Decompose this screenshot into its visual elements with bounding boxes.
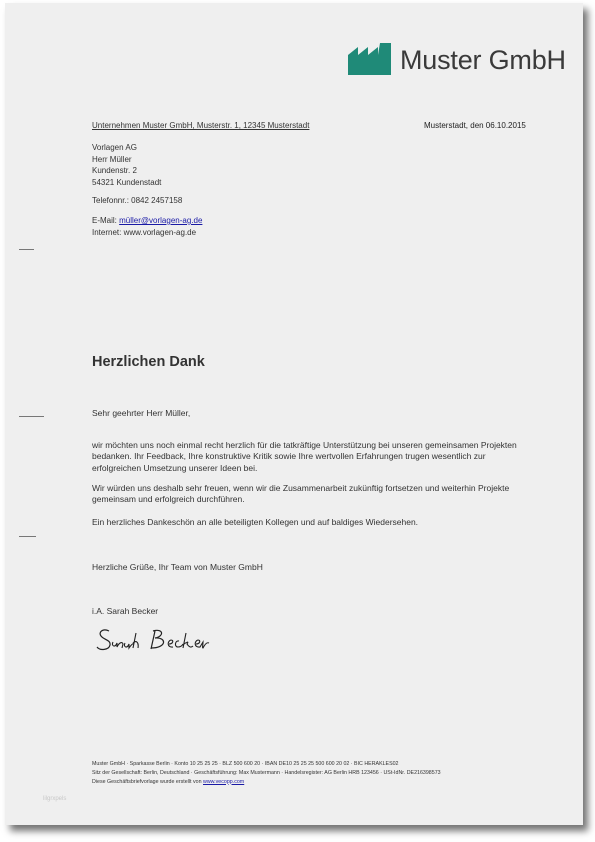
watermark: lilgrxpels [43,796,67,802]
letter-footer [92,760,441,786]
recipient-person: Herr Müller [92,154,132,164]
salutation: Sehr geehrter Herr Müller, [92,408,191,418]
contact-info [92,215,202,238]
phone-number: Telefonnr.: 0842 2457158 [92,196,183,205]
body-paragraph-2: Wir würden uns deshalb sehr freuen, wenn wir die Zusammenarbeit zukünftig fortsetzen und weiterhin Projekte gemeinsam und erfolgreich durchführen. [92,483,510,505]
fold-mark-bottom [19,536,36,537]
recipient-company: Vorlagen AG [92,143,137,152]
email-link[interactable]: müller@vorlagen-ag.de [119,216,203,225]
letter-date: Musterstadt, den 06.10.2015 [424,121,526,130]
email-line [92,215,202,227]
footer-credit-link[interactable]: www.vecopp.com [203,778,245,785]
closing-line: Herzliche Grüße, Ihr Team von Muster GmbH [92,562,263,572]
factory-icon [348,43,392,75]
internet-line: Internet: www.vorlagen-ag.de [92,227,197,237]
fold-mark-top [19,249,34,250]
body-paragraph-1: wir möchten uns noch einmal recht herzlich für die tatkräftige Unterstützung bei unseren gemeinsamen Projekten bedanken. Ihr Feedback, Ihre konstruktive Kritik sowie Ihre wertvollen Erfahrungen trugen wesentlich zur erfolgreichen Umsetzung unserer Ideen bei. [92,440,517,473]
footer-company-details: Sitz der Gesellschaft: Berlin, Deutschland · Geschäftsführung: Max Mustermann · Handelsregister: AG Berlin HRB 123456 · USt-IdNr. DE216398573 [92,769,441,776]
letter-page [5,3,583,825]
email-label: E-Mail: [92,216,120,225]
recipient-street: Kundenstr. 2 [92,166,137,175]
body-paragraph-3: Ein herzliches Dankeschön an alle beteiligten Kollegen und auf baldiges Wiedersehen. [92,517,419,527]
footer-credit-text: Diese Geschäftsbriefvorlage wurde erstellt von [92,778,203,785]
letter-subject: Herzlichen Dank [92,354,205,370]
company-logo-text: Muster GmbH [400,45,566,75]
punch-mark [19,416,44,417]
signer-name: i.A. Sarah Becker [92,606,159,616]
recipient-city: 54321 Kundenstadt [92,177,162,187]
sender-line: Unternehmen Muster GmbH, Musterstr. 1, 12345 Musterstadt [92,121,310,130]
recipient-address [92,142,161,188]
footer-bank-details: Muster GmbH · Sparkasse Berlin · Konto 10 25 25 25 · BLZ 500 600 20 · IBAN DE10 25 25 25 500 600 20 02 · BIC HERAKLES02 [92,761,399,767]
footer-credit [92,778,441,787]
handwritten-signature [95,625,245,655]
